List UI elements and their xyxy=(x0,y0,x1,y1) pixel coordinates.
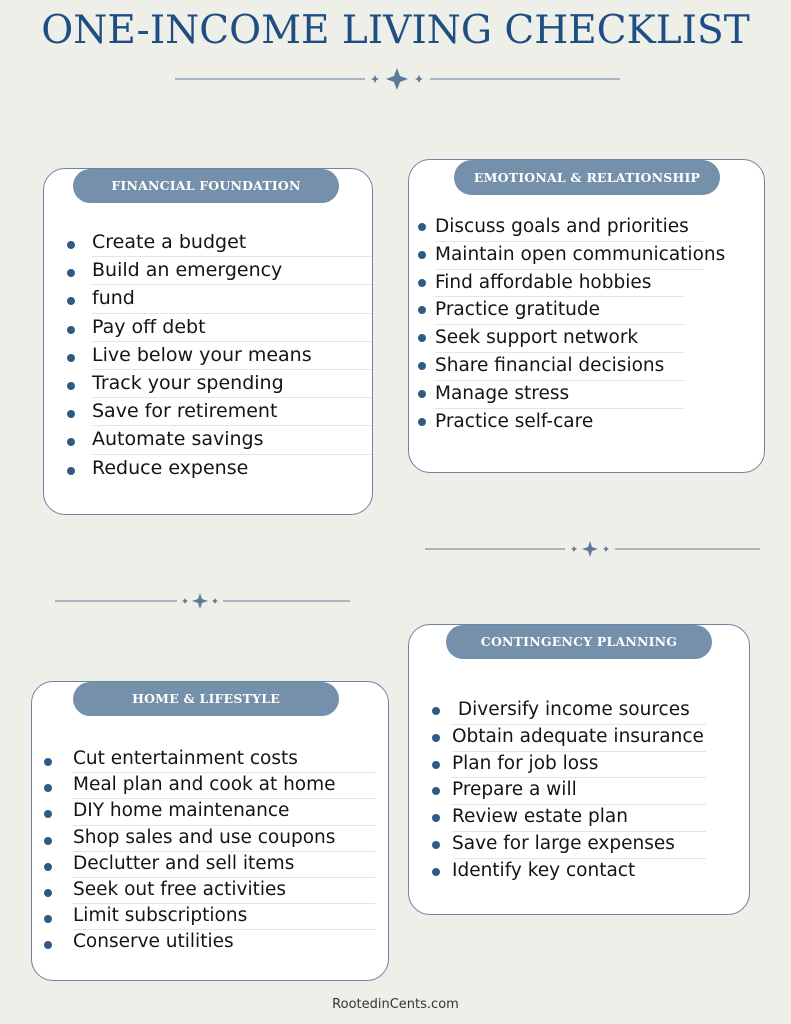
bullet-icon xyxy=(44,837,52,845)
home-lifestyle-list xyxy=(40,746,375,956)
list-item: Automate savings xyxy=(62,425,372,453)
bullet-icon xyxy=(67,354,75,362)
bullet-icon xyxy=(67,241,75,249)
list-item: Pay off debt xyxy=(62,313,372,341)
list-item: Reduce expense xyxy=(62,454,372,482)
bullet-icon xyxy=(44,758,52,766)
financial-foundation-label: FINANCIAL FOUNDATION xyxy=(73,169,339,203)
bullet-icon xyxy=(418,279,426,287)
bullet-icon xyxy=(418,362,426,370)
list-item: Shop sales and use coupons xyxy=(40,825,375,851)
list-item: Practice self-care xyxy=(414,408,764,436)
list-item: Discuss goals and priorities xyxy=(414,213,764,241)
bullet-icon xyxy=(432,761,440,769)
bullet-icon xyxy=(418,390,426,398)
list-item: Live below your means xyxy=(62,341,372,369)
bullet-icon xyxy=(67,326,75,334)
bullet-icon xyxy=(418,334,426,342)
list-item: fund xyxy=(62,284,372,312)
bullet-icon xyxy=(44,863,52,871)
bullet-icon xyxy=(67,297,75,305)
list-item: Review estate plan xyxy=(426,804,746,831)
bullet-icon xyxy=(418,251,426,259)
list-item: Seek support network xyxy=(414,324,764,352)
list-item: Limit subscriptions xyxy=(40,903,375,929)
contingency-planning-list xyxy=(426,697,746,885)
bullet-icon xyxy=(432,734,440,742)
bullet-icon xyxy=(67,467,75,475)
bullet-icon xyxy=(418,306,426,314)
page-title: ONE-INCOME LIVING CHECKLIST xyxy=(41,8,750,53)
home-lifestyle-label: HOME & LIFESTYLE xyxy=(73,682,339,716)
list-item: Save for retirement xyxy=(62,397,372,425)
bullet-icon xyxy=(44,889,52,897)
list-item: Practice gratitude xyxy=(414,296,764,324)
bullet-icon xyxy=(44,941,52,949)
list-item: Diversify income sources xyxy=(426,697,746,724)
list-item: DIY home maintenance xyxy=(40,798,375,824)
list-item: Cut entertainment costs xyxy=(40,746,375,772)
list-item: Conserve utilities xyxy=(40,929,375,955)
list-item: Obtain adequate insurance xyxy=(426,724,746,751)
list-item: Manage stress xyxy=(414,380,764,408)
list-item: Declutter and sell items xyxy=(40,851,375,877)
list-item: Seek out free activities xyxy=(40,877,375,903)
list-item: Identify key contact xyxy=(426,858,746,885)
bullet-icon xyxy=(44,784,52,792)
bullet-icon xyxy=(67,410,75,418)
section-divider-left xyxy=(55,592,350,610)
list-item: Track your spending xyxy=(62,369,372,397)
bullet-icon xyxy=(432,787,440,795)
bullet-icon xyxy=(67,382,75,390)
list-item: Find affordable hobbies xyxy=(414,269,764,297)
bullet-icon xyxy=(432,841,440,849)
bullet-icon xyxy=(44,810,52,818)
contingency-planning-label: CONTINGENCY PLANNING xyxy=(446,625,712,659)
list-item: Build an emergency xyxy=(62,256,372,284)
emotional-relationship-label: EMOTIONAL & RELATIONSHIP xyxy=(454,160,720,195)
list-item: Meal plan and cook at home xyxy=(40,772,375,798)
section-divider-right xyxy=(425,540,760,558)
bullet-icon xyxy=(418,418,426,426)
title-divider xyxy=(175,66,620,92)
footer-website: RootedinCents.com xyxy=(332,997,459,1012)
financial-foundation-list xyxy=(62,228,372,482)
bullet-icon xyxy=(432,814,440,822)
bullet-icon xyxy=(432,868,440,876)
bullet-icon xyxy=(67,269,75,277)
list-item: Save for large expenses xyxy=(426,831,746,858)
list-item: Maintain open communications xyxy=(414,241,764,269)
bullet-icon xyxy=(418,223,426,231)
list-item: Plan for job loss xyxy=(426,751,746,778)
emotional-relationship-list xyxy=(414,213,764,435)
list-item: Prepare a will xyxy=(426,777,746,804)
list-item: Create a budget xyxy=(62,228,372,256)
bullet-icon xyxy=(432,707,440,715)
bullet-icon xyxy=(44,915,52,923)
bullet-icon xyxy=(67,438,75,446)
list-item: Share financial decisions xyxy=(414,352,764,380)
